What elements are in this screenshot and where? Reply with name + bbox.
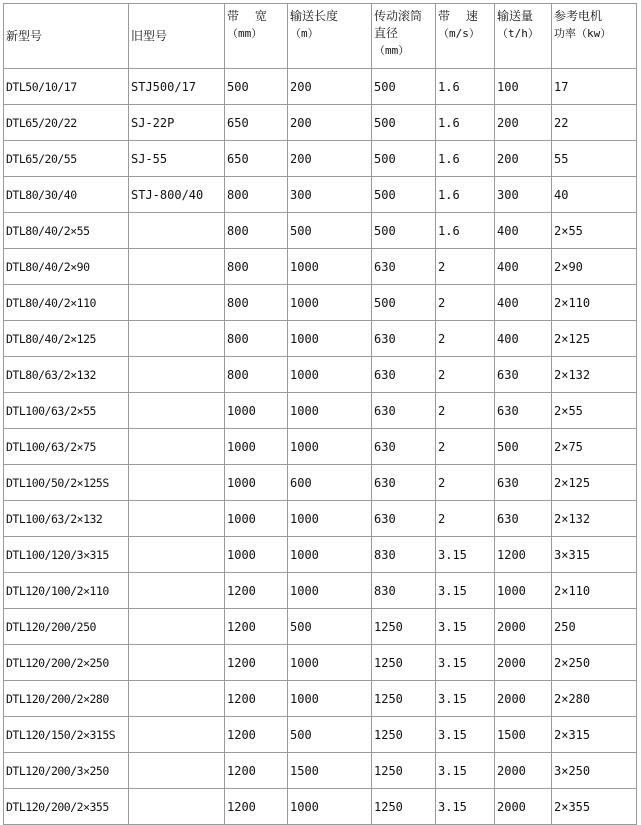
- cell-belt-width: 1200: [225, 573, 288, 609]
- cell-belt-width: 1000: [225, 501, 288, 537]
- cell-conveying-length: 200: [288, 141, 372, 177]
- cell-drive-pulley-diameter: 1250: [372, 753, 436, 789]
- cell-conveying-length: 1000: [288, 249, 372, 285]
- cell-belt-speed: 3.15: [436, 573, 495, 609]
- cell-drive-pulley-diameter: 830: [372, 573, 436, 609]
- cell-belt-width: 1000: [225, 465, 288, 501]
- table-row: [4, 429, 637, 465]
- cell-belt-speed: 2: [436, 393, 495, 429]
- cell-motor-power: 2×55: [552, 213, 637, 249]
- cell-capacity: 630: [495, 465, 552, 501]
- cell-old-model: [129, 573, 225, 609]
- cell-belt-width: 800: [225, 321, 288, 357]
- cell-belt-width: 800: [225, 357, 288, 393]
- cell-motor-power: 3×250: [552, 753, 637, 789]
- cell-belt-speed: 2: [436, 465, 495, 501]
- cell-conveying-length: 200: [288, 69, 372, 105]
- cell-old-model: [129, 429, 225, 465]
- cell-belt-width: 1000: [225, 537, 288, 573]
- cell-drive-pulley-diameter: 500: [372, 213, 436, 249]
- cell-capacity: 1000: [495, 573, 552, 609]
- cell-new-model: DTL100/120/3×315: [4, 537, 129, 573]
- cell-belt-width: 1200: [225, 609, 288, 645]
- cell-belt-speed: 1.6: [436, 177, 495, 213]
- cell-drive-pulley-diameter: 630: [372, 501, 436, 537]
- cell-drive-pulley-diameter: 1250: [372, 681, 436, 717]
- cell-conveying-length: 1500: [288, 753, 372, 789]
- cell-motor-power: 17: [552, 69, 637, 105]
- cell-capacity: 200: [495, 141, 552, 177]
- cell-motor-power: 2×125: [552, 465, 637, 501]
- cell-motor-power: 40: [552, 177, 637, 213]
- cell-belt-width: 800: [225, 177, 288, 213]
- header-capacity-line1: 输送量: [497, 9, 534, 23]
- cell-old-model: [129, 249, 225, 285]
- header-motor-power-line1: 参考电机: [554, 9, 603, 23]
- cell-new-model: DTL120/200/2×355: [4, 789, 129, 825]
- cell-old-model: [129, 681, 225, 717]
- cell-drive-pulley-diameter: 630: [372, 321, 436, 357]
- cell-new-model: DTL80/40/2×55: [4, 213, 129, 249]
- header-conveying-length-line1: 输送长度: [290, 9, 339, 23]
- cell-belt-width: 1200: [225, 789, 288, 825]
- cell-new-model: DTL100/63/2×75: [4, 429, 129, 465]
- header-capacity-line2: （t/h）: [497, 27, 539, 40]
- header-old-model-line1: 旧型号: [131, 28, 168, 43]
- cell-belt-speed: 3.15: [436, 753, 495, 789]
- cell-conveying-length: 500: [288, 609, 372, 645]
- cell-belt-width: 800: [225, 285, 288, 321]
- cell-motor-power: 22: [552, 105, 637, 141]
- header-capacity: [495, 4, 552, 69]
- cell-drive-pulley-diameter: 1250: [372, 645, 436, 681]
- cell-belt-speed: 1.6: [436, 213, 495, 249]
- cell-capacity: 1200: [495, 537, 552, 573]
- table-row: [4, 249, 637, 285]
- cell-conveying-length: 1000: [288, 681, 372, 717]
- header-belt-speed: [436, 4, 495, 69]
- cell-motor-power: 3×315: [552, 537, 637, 573]
- cell-drive-pulley-diameter: 1250: [372, 609, 436, 645]
- cell-motor-power: 2×132: [552, 357, 637, 393]
- cell-belt-speed: 3.15: [436, 681, 495, 717]
- cell-capacity: 400: [495, 285, 552, 321]
- table-row: [4, 357, 637, 393]
- header-belt-width-line2: （mm）: [227, 27, 263, 40]
- table-row: [4, 609, 637, 645]
- cell-drive-pulley-diameter: 500: [372, 69, 436, 105]
- cell-belt-width: 800: [225, 213, 288, 249]
- cell-drive-pulley-diameter: 830: [372, 537, 436, 573]
- cell-motor-power: 2×280: [552, 681, 637, 717]
- header-motor-power-line2: 功率（kw）: [554, 27, 612, 40]
- cell-motor-power: 2×110: [552, 573, 637, 609]
- cell-new-model: DTL80/40/2×110: [4, 285, 129, 321]
- cell-capacity: 630: [495, 501, 552, 537]
- cell-belt-speed: 2: [436, 249, 495, 285]
- cell-belt-width: 1200: [225, 717, 288, 753]
- cell-motor-power: 2×132: [552, 501, 637, 537]
- cell-old-model: [129, 537, 225, 573]
- cell-conveying-length: 1000: [288, 357, 372, 393]
- cell-new-model: DTL65/20/22: [4, 105, 129, 141]
- cell-old-model: SJ-55: [129, 141, 225, 177]
- cell-drive-pulley-diameter: 1250: [372, 789, 436, 825]
- table-row: [4, 285, 637, 321]
- header-conveying-length-line2: （m）: [290, 27, 319, 40]
- cell-belt-width: 1200: [225, 681, 288, 717]
- cell-drive-pulley-diameter: 500: [372, 177, 436, 213]
- cell-old-model: [129, 501, 225, 537]
- cell-drive-pulley-diameter: 630: [372, 393, 436, 429]
- cell-belt-speed: 2: [436, 357, 495, 393]
- table-row: [4, 717, 637, 753]
- cell-capacity: 400: [495, 249, 552, 285]
- cell-capacity: 400: [495, 321, 552, 357]
- cell-motor-power: 2×110: [552, 285, 637, 321]
- header-conveying-length: [288, 4, 372, 69]
- table-row: [4, 681, 637, 717]
- cell-belt-width: 1200: [225, 753, 288, 789]
- cell-new-model: DTL120/150/2×315S: [4, 717, 129, 753]
- table-row: [4, 645, 637, 681]
- header-motor-power: [552, 4, 637, 69]
- cell-drive-pulley-diameter: 1250: [372, 717, 436, 753]
- cell-drive-pulley-diameter: 630: [372, 429, 436, 465]
- table-header: [4, 4, 637, 69]
- cell-conveying-length: 600: [288, 465, 372, 501]
- cell-capacity: 100: [495, 69, 552, 105]
- cell-motor-power: 250: [552, 609, 637, 645]
- cell-belt-width: 1000: [225, 393, 288, 429]
- cell-motor-power: 2×250: [552, 645, 637, 681]
- cell-belt-speed: 2: [436, 285, 495, 321]
- cell-belt-width: 650: [225, 141, 288, 177]
- cell-belt-width: 1200: [225, 645, 288, 681]
- cell-capacity: 2000: [495, 645, 552, 681]
- table-row: [4, 753, 637, 789]
- cell-drive-pulley-diameter: 630: [372, 249, 436, 285]
- cell-conveying-length: 200: [288, 105, 372, 141]
- cell-capacity: 1500: [495, 717, 552, 753]
- cell-belt-speed: 1.6: [436, 105, 495, 141]
- cell-belt-width: 1000: [225, 429, 288, 465]
- header-belt-speed-line1: 带 速: [438, 9, 478, 23]
- cell-drive-pulley-diameter: 500: [372, 105, 436, 141]
- cell-belt-width: 800: [225, 249, 288, 285]
- cell-belt-speed: 2: [436, 321, 495, 357]
- cell-belt-width: 500: [225, 69, 288, 105]
- cell-conveying-length: 1000: [288, 429, 372, 465]
- cell-new-model: DTL80/30/40: [4, 177, 129, 213]
- cell-conveying-length: 1000: [288, 537, 372, 573]
- table-row: [4, 537, 637, 573]
- header-new-model: [4, 4, 129, 69]
- conveyor-spec-table: [3, 3, 637, 825]
- cell-conveying-length: 1000: [288, 789, 372, 825]
- cell-capacity: 2000: [495, 681, 552, 717]
- cell-new-model: DTL100/50/2×125S: [4, 465, 129, 501]
- cell-old-model: [129, 645, 225, 681]
- cell-capacity: 2000: [495, 753, 552, 789]
- cell-old-model: [129, 753, 225, 789]
- header-old-model: [129, 4, 225, 69]
- cell-belt-speed: 3.15: [436, 609, 495, 645]
- cell-new-model: DTL65/20/55: [4, 141, 129, 177]
- cell-motor-power: 55: [552, 141, 637, 177]
- cell-new-model: DTL80/40/2×125: [4, 321, 129, 357]
- cell-conveying-length: 1000: [288, 321, 372, 357]
- cell-old-model: SJ-22P: [129, 105, 225, 141]
- table-row: [4, 177, 637, 213]
- header-drive-pulley-diameter-line1: 传动滚筒: [374, 9, 423, 23]
- cell-old-model: [129, 321, 225, 357]
- cell-belt-speed: 3.15: [436, 717, 495, 753]
- cell-capacity: 630: [495, 393, 552, 429]
- header-row: [4, 4, 637, 69]
- cell-capacity: 400: [495, 213, 552, 249]
- table-row: [4, 393, 637, 429]
- table-row: [4, 69, 637, 105]
- cell-old-model: [129, 213, 225, 249]
- cell-old-model: [129, 393, 225, 429]
- cell-drive-pulley-diameter: 630: [372, 357, 436, 393]
- header-drive-pulley-diameter-line3: （mm）: [374, 44, 410, 57]
- cell-belt-speed: 1.6: [436, 69, 495, 105]
- table-row: [4, 789, 637, 825]
- cell-belt-width: 650: [225, 105, 288, 141]
- cell-motor-power: 2×75: [552, 429, 637, 465]
- cell-belt-speed: 3.15: [436, 789, 495, 825]
- cell-conveying-length: 1000: [288, 393, 372, 429]
- table-row: [4, 573, 637, 609]
- cell-capacity: 200: [495, 105, 552, 141]
- table-row: [4, 501, 637, 537]
- header-belt-width: [225, 4, 288, 69]
- table-row: [4, 105, 637, 141]
- cell-new-model: DTL100/63/2×132: [4, 501, 129, 537]
- header-belt-speed-line2: （m/s）: [438, 27, 480, 40]
- cell-new-model: DTL120/200/2×280: [4, 681, 129, 717]
- cell-new-model: DTL50/10/17: [4, 69, 129, 105]
- cell-motor-power: 2×90: [552, 249, 637, 285]
- table-row: [4, 213, 637, 249]
- cell-old-model: STJ500/17: [129, 69, 225, 105]
- cell-new-model: DTL120/100/2×110: [4, 573, 129, 609]
- header-belt-width-line1: 带 宽: [227, 9, 267, 23]
- cell-motor-power: 2×355: [552, 789, 637, 825]
- cell-new-model: DTL100/63/2×55: [4, 393, 129, 429]
- cell-motor-power: 2×55: [552, 393, 637, 429]
- cell-old-model: [129, 465, 225, 501]
- cell-drive-pulley-diameter: 500: [372, 141, 436, 177]
- cell-belt-speed: 3.15: [436, 645, 495, 681]
- header-drive-pulley-diameter-line2: 直径: [374, 26, 399, 40]
- cell-capacity: 500: [495, 429, 552, 465]
- header-new-model-line1: 新型号: [6, 28, 43, 43]
- cell-conveying-length: 300: [288, 177, 372, 213]
- cell-belt-speed: 3.15: [436, 537, 495, 573]
- cell-conveying-length: 1000: [288, 285, 372, 321]
- cell-old-model: [129, 717, 225, 753]
- cell-new-model: DTL80/40/2×90: [4, 249, 129, 285]
- cell-conveying-length: 500: [288, 213, 372, 249]
- cell-old-model: [129, 789, 225, 825]
- cell-old-model: [129, 285, 225, 321]
- cell-motor-power: 2×315: [552, 717, 637, 753]
- cell-capacity: 300: [495, 177, 552, 213]
- cell-belt-speed: 1.6: [436, 141, 495, 177]
- cell-capacity: 2000: [495, 609, 552, 645]
- cell-new-model: DTL80/63/2×132: [4, 357, 129, 393]
- cell-old-model: STJ-800/40: [129, 177, 225, 213]
- cell-new-model: DTL120/200/2×250: [4, 645, 129, 681]
- cell-capacity: 2000: [495, 789, 552, 825]
- cell-motor-power: 2×125: [552, 321, 637, 357]
- cell-belt-speed: 2: [436, 429, 495, 465]
- cell-new-model: DTL120/200/3×250: [4, 753, 129, 789]
- cell-conveying-length: 500: [288, 717, 372, 753]
- cell-old-model: [129, 357, 225, 393]
- header-drive-pulley-diameter: [372, 4, 436, 69]
- cell-drive-pulley-diameter: 630: [372, 465, 436, 501]
- cell-conveying-length: 1000: [288, 501, 372, 537]
- cell-new-model: DTL120/200/250: [4, 609, 129, 645]
- cell-belt-speed: 2: [436, 501, 495, 537]
- table-row: [4, 141, 637, 177]
- cell-old-model: [129, 609, 225, 645]
- table-body: [4, 69, 637, 825]
- cell-conveying-length: 1000: [288, 573, 372, 609]
- table-row: [4, 465, 637, 501]
- table-row: [4, 321, 637, 357]
- cell-capacity: 630: [495, 357, 552, 393]
- cell-conveying-length: 1000: [288, 645, 372, 681]
- cell-drive-pulley-diameter: 500: [372, 285, 436, 321]
